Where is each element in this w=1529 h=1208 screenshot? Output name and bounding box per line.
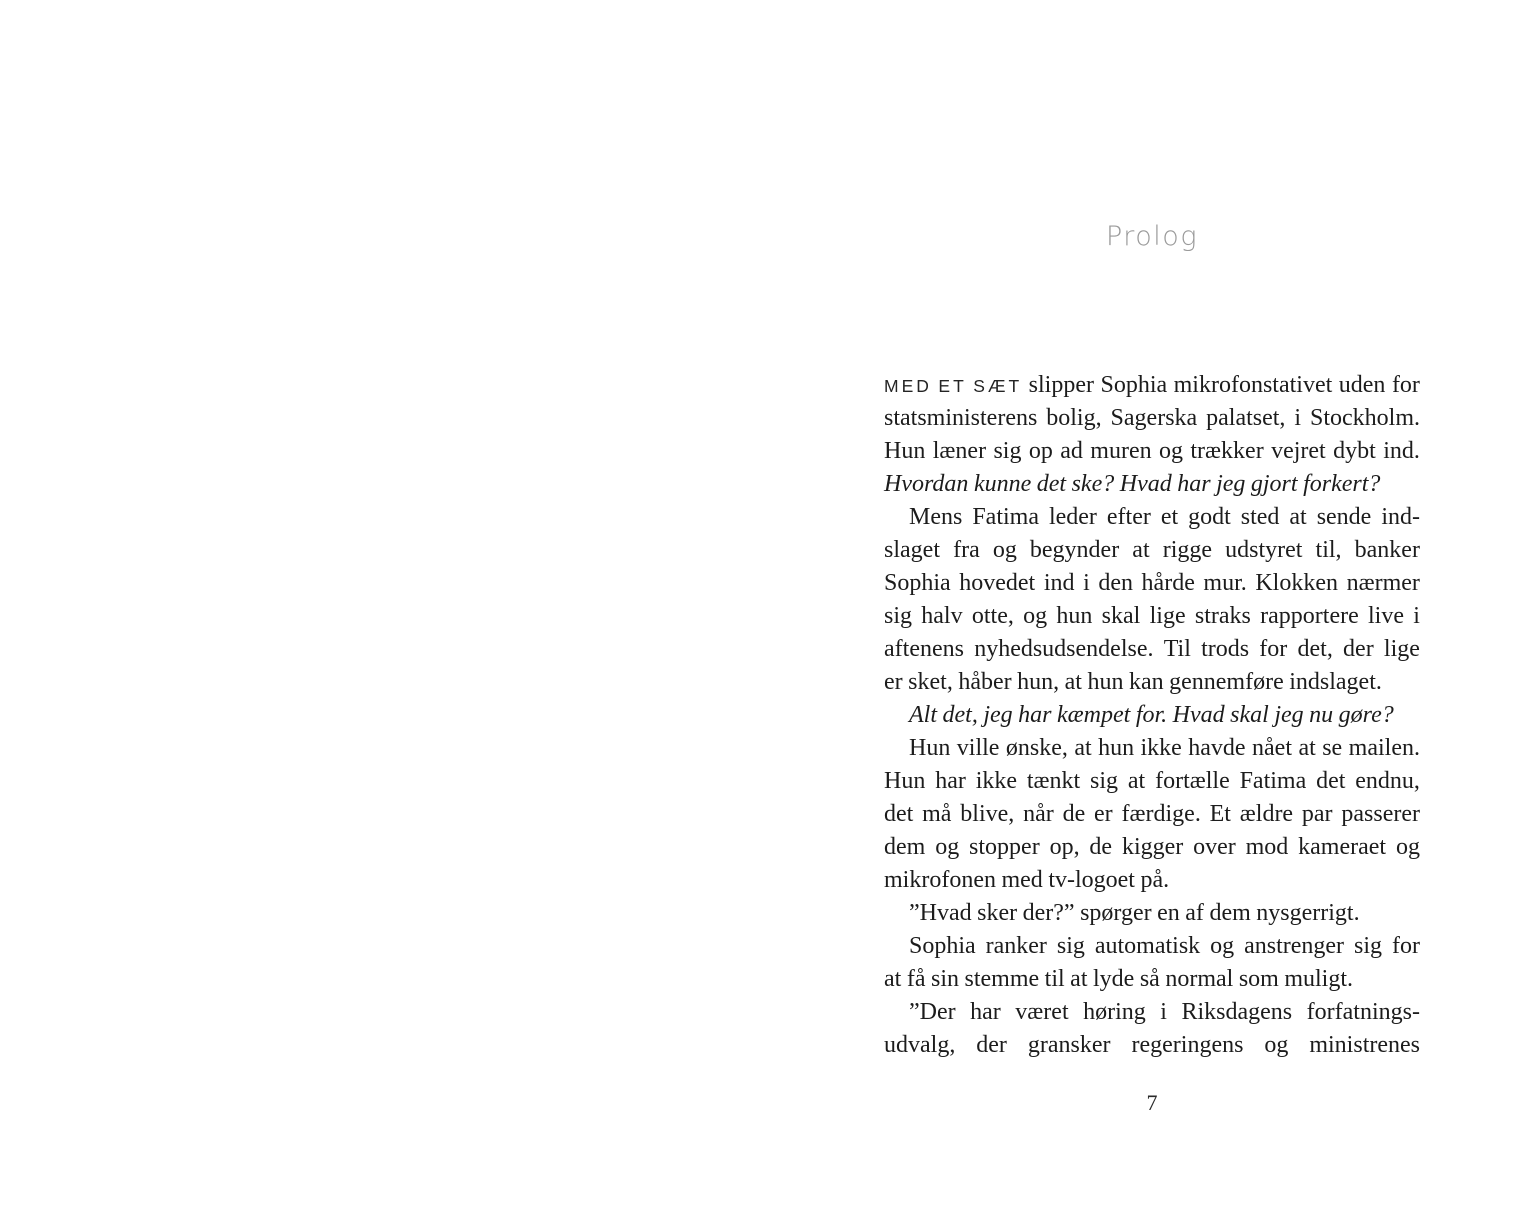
text-line: sig halv otte, og hun skal lige straks rapportere live i (884, 603, 1420, 629)
text-line: Hun læner sig op ad muren og trækker vejret dybt ind. (884, 438, 1420, 464)
text-block (884, 372, 1420, 1065)
text-line: Hvordan kunne det ske? Hvad har jeg gjort forkert? (884, 471, 1381, 497)
text-line: MED ET SÆT slipper Sophia mikrofonstativet uden for (884, 372, 1420, 398)
text-line: ”Hvad sker der?” spørger en af dem nysgerrigt. (909, 900, 1360, 926)
text-line: er sket, håber hun, at hun kan gennemføre indslaget. (884, 669, 1382, 695)
text-line: ”Der har været høring i Riksdagens forfatnings- (909, 999, 1420, 1025)
text-line: udvalg, der gransker regeringens og ministrenes (884, 1032, 1420, 1058)
text-line: Hun har ikke tænkt sig at fortælle Fatima det endnu, (884, 768, 1420, 794)
text-line: Sophia hovedet ind i den hårde mur. Klokken nærmer (884, 570, 1420, 596)
text-line: Hun ville ønske, at hun ikke havde nået at se mailen. (909, 735, 1420, 761)
page-number: 7 (1146, 1090, 1158, 1115)
text-line: at få sin stemme til at lyde så normal som muligt. (884, 966, 1353, 992)
text-line: aftenens nyhedsudsendelse. Til trods for det, der lige (884, 636, 1420, 662)
text-line: slaget fra og begynder at rigge udstyret til, banker (884, 537, 1420, 563)
chapter-heading: Prolog (1105, 221, 1199, 252)
text-line: det må blive, når de er færdige. Et ældre par passerer (884, 801, 1420, 827)
text-column (884, 0, 1420, 1208)
text-line: Sophia ranker sig automatisk og anstrenger sig for (909, 933, 1420, 959)
text-line: Alt det, jeg har kæmpet for. Hvad skal jeg nu gøre? (909, 702, 1394, 728)
text-line: dem og stopper op, de kigger over mod kameraet og (884, 834, 1420, 860)
text-line: Mens Fatima leder efter et godt sted at sende ind- (909, 504, 1420, 530)
text-line: mikrofonen med tv-logoet på. (884, 867, 1170, 893)
text-line: statsministerens bolig, Sagerska palatset, i Stockholm. (884, 405, 1420, 431)
